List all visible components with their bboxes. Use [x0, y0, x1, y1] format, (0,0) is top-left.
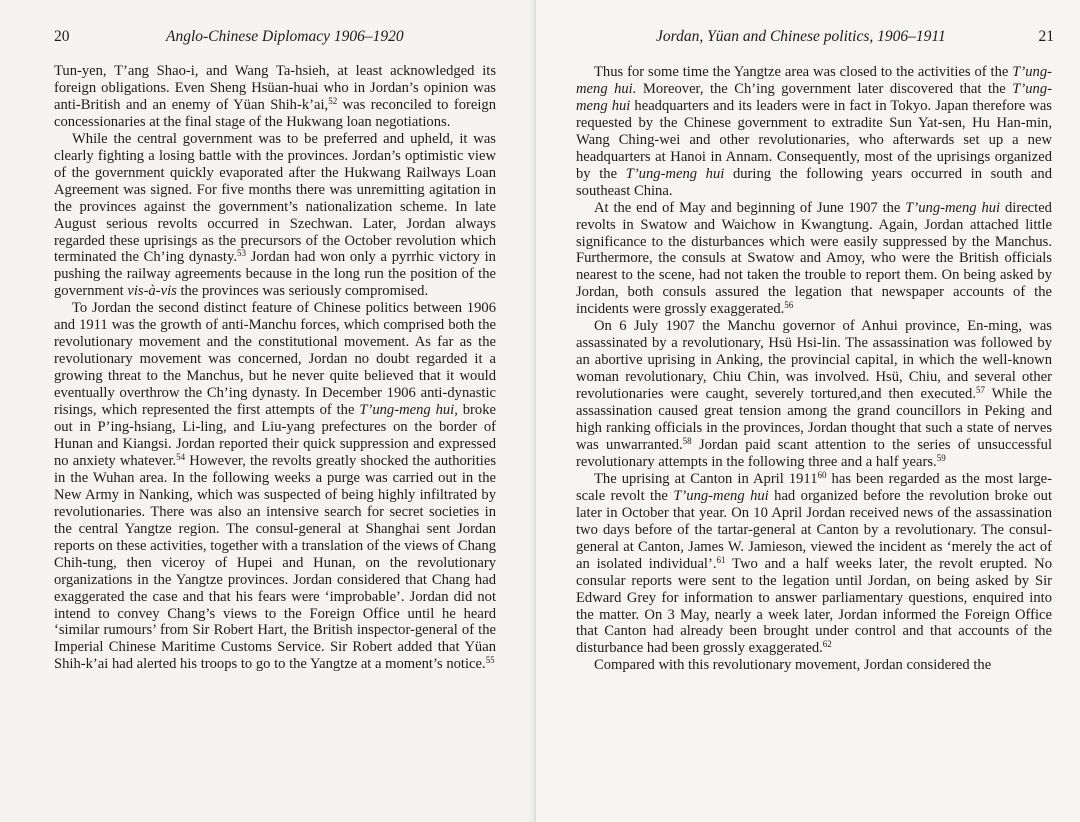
italic-text: T’ung-meng hui,: [359, 402, 458, 419]
running-title: Jordan, Yüan and Chinese politics, 1906–1911: [656, 28, 946, 45]
text-run: during the following years occurred in south and southeast China.: [576, 165, 1052, 199]
footnote-ref: 52: [328, 95, 338, 106]
paragraph: [576, 471, 1052, 657]
text-run: Tun-yen, T’ang Shao-i, and Wang Ta-hsieh, at least acknowledged its foreign obligations. Even Sheng Hsüan-huai who in Jordan’s opinion was anti-British and an enemy of Yüan Shih-k’ai,: [54, 63, 496, 113]
text-run: broke out in P’ing-hsiang, Li-ling, and Liu-yang prefectures on the border of Hunan and Kiangsi. Jordan reported their quick suppression and expressed no anxiety whatever.: [54, 402, 496, 469]
text-run: The uprising at Canton in April 1911: [594, 470, 818, 487]
italic-text: T’ung-meng hui: [625, 165, 725, 182]
footnote-ref: 53: [236, 248, 246, 259]
text-run: Moreover, the Ch’ing government later discovered that the: [636, 80, 1013, 97]
italic-text: T’ung-meng hui: [673, 487, 769, 504]
right-running-head: [576, 26, 1054, 48]
text-run: Two and a half weeks later, the revolt erupted. No consular reports were sent to the legation until Jordan, on being asked by Sir Edward Grey for information to answer parliamentary questions, enquired into the matter. On 3 May, nearly a week later, Jordan informed the Foreign Office that Canton had already been brought under control and that accounts of the disturbance had been grossly exaggerated.: [576, 555, 1052, 657]
text-run: While the assassination caused great tension among the grand councillors in Peking and high ranking officials in the provinces, Jordan thought that such a state of nerves was unwarranted.: [576, 386, 1052, 453]
footnote-ref: 55: [485, 655, 495, 666]
right-page: [536, 0, 1080, 822]
footnote-ref: 56: [784, 300, 794, 311]
footnote-ref: 61: [716, 554, 726, 565]
page-number: 21: [1038, 28, 1054, 45]
left-running-head: [54, 26, 494, 48]
text-run: To Jordan the second distinct feature of Chinese politics between 1906 and 1911 was the growth of anti-Manchu forces, which comprised both the revolutionary movement and the constitutional movement. As far as the revolutionary movement was concerned, Jordan no doubt regarded it a growing threat to the Manchus, but he never quite believed that it would eventually overthrow the Ch’ing dynasty. In December 1906 anti-dynastic risings, which represented the first attempts of the: [54, 300, 496, 419]
paragraph: [576, 318, 1052, 471]
paragraph: [576, 200, 1052, 319]
right-body-text: [576, 64, 1052, 674]
text-run: Thus for some time the Yangtze area was closed to the activities of the: [594, 64, 1013, 80]
footnote-ref: 59: [936, 452, 946, 463]
page-number: 20: [54, 28, 70, 45]
paragraph: [576, 64, 1052, 200]
text-run: has been regarded as the most large-scale revolt the: [576, 470, 1052, 504]
footnote-ref: 54: [176, 451, 186, 462]
italic-text: T’ung-meng hui: [905, 199, 1001, 216]
text-run: While the central government was to be preferred and upheld, it was clearly fighting a losing battle with the provinces. Jordan’s optimistic view of the government quickly evaporated after the Hukwang Railways Loan Agreement was signed. For five months there was unremitting agitation in the provinces against the government’s nationalization scheme. In late August serious revolts occurred in Szechwan. Later, Jordan always regarded these uprisings as the precursors of the October revolution which terminated the Ch’ing dynasty.: [54, 130, 496, 266]
left-page: [0, 0, 536, 822]
text-run: Jordan had won only a pyrrhic victory in pushing the railway agreements because in the long run the position of the government: [54, 249, 496, 300]
footnote-ref: 62: [822, 639, 832, 650]
footnote-ref: 57: [975, 385, 985, 396]
paragraph: [54, 300, 496, 673]
text-run: directed revolts in Swatow and Waichow in Kwangtung. Again, Jordan attached little significance to the disturbances which were easily suppressed by the Manchus. Furthermore, the consuls at Swatow and Amoy, who were the British officials nearest to the scene, had not taken the trouble to report them. On being asked by Jordan, both consuls assured the legation that newspaper accounts of the incidents were grossly exaggerated.: [576, 199, 1052, 318]
text-run: At the end of May and beginning of June 1907 the: [594, 199, 906, 216]
text-run: On 6 July 1907 the Manchu governor of Anhui province, En-ming, was assassinated by a revolutionary, Hsü Hsi-lin. The assassination was followed by an abortive uprising in Anking, the provincial capital, in which the well-known woman revolutionary, Chiu Chin, was involved. Hsü, Chiu, and several other revolutionaries were caught, severely tortured,and then executed.: [576, 318, 1052, 403]
italic-text: vis-à-vis: [127, 283, 177, 300]
text-run: headquarters and its leaders were in fact in Tokyo. Japan therefore was requested by the Chinese government to extradite Sun Yat-sen, Hu Han-min, Wang Ching-wei and other revolutionaries, who afterwards set up a new headquarters at Hanoi in Annam. Consequently, most of the uprisings organized by the: [576, 97, 1052, 182]
text-run: the provinces was seriously compromised.: [176, 283, 429, 300]
left-body-text: [54, 63, 496, 673]
text-run: Jordan paid scant attention to the series of unsuccessful revolutionary attempts in the following three and a half years.: [576, 436, 1052, 470]
paragraph: [54, 131, 496, 301]
running-title: Anglo-Chinese Diplomacy 1906–1920: [166, 28, 404, 45]
text-run: Compared with this revolutionary movement, Jordan considered the: [594, 657, 992, 674]
italic-text: T’ung-meng hui: [576, 80, 1052, 114]
text-run: had organized before the revolution broke out later in October that year. On 10 April Jordan received news of the assassination two days before of the tartar-general at Canton by a revolutionary. The consul-general at Canton, James W. Jamieson, viewed the incident as ‘merely the act of an isolated individual’.: [576, 487, 1053, 572]
paragraph: [576, 657, 1052, 674]
paragraph: [54, 63, 496, 131]
italic-text: T’ung-meng hui.: [576, 64, 1052, 97]
text-run: was reconciled to foreign concessionaries at the final stage of the Hukwang loan negotiations.: [54, 96, 496, 130]
footnote-ref: 60: [817, 469, 827, 480]
footnote-ref: 58: [682, 435, 692, 446]
text-run: However, the revolts greatly shocked the authorities in the Wuhan area. In the following weeks a purge was carried out in the New Army in Nanking, which was suspected of being highly infiltrated by revolutionaries. There was also an intensive search for secret societies in the central Yangtze region. The consul-general at Shanghai sent Jordan reports on these activities, together with a translation of the views of Chang Chih-tung, then viceroy of Hupei and Hunan, on the revolutionary organizations in the Yangtze provinces. Jordan considered that Chang had exaggerated the case and that his fears were ‘improbable’. Jordan did not intend to convey Chang’s views to the Foreign Office until he heard ‘similar rumours’ from Sir Robert Hart, the British inspector-general of the Imperial Chinese Maritime Customs Service. Sir Robert added that Yüan Shih-k’ai had alerted his troops to go to the Yangtze at a moment’s notice.: [54, 452, 496, 673]
